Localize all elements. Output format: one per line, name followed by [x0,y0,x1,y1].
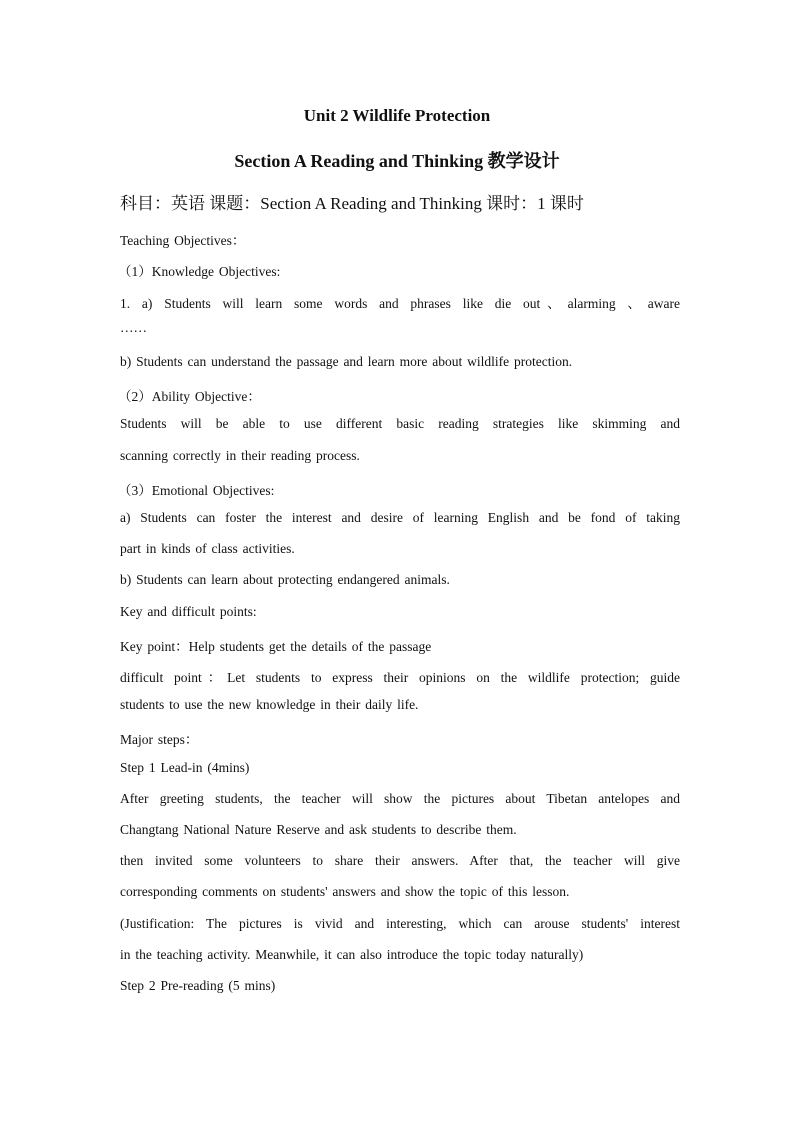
body-line: a) Students can foster the interest and desire of learning English and be fond of taking [120,510,680,525]
body-line: scanning correctly in their reading process. [120,448,360,463]
body-line: 1. a) Students will learn some words and phrases like die out、alarming 、aware [120,296,680,311]
ability-objective-heading: （2）Ability Objective： [118,389,261,404]
body-line: (Justification: The pictures is vivid and interesting, which can arouse students' interest [120,916,680,931]
body-line: difficult point：Let students to express their opinions on the wildlife protection; guide [120,670,680,685]
body-line: After greeting students, the teacher will show the pictures about Tibetan antelopes and [120,791,680,806]
step-heading: Step 2 Pre-reading (5 mins) [120,978,276,993]
lesson-meta: 科目：英语 课题：Section A Reading and Thinking 课时：1 课时 [120,194,584,213]
body-line: then invited some volunteers to share their answers. After that, the teacher will give [120,853,680,868]
body-line: Students will be able to use different basic reading strategies like skimming and [120,416,680,431]
body-line: Key point：Help students get the details of the passage [120,639,432,654]
body-line: in the teaching activity. Meanwhile, it can also introduce the topic today naturally) [120,947,584,962]
document-subtitle: Section A Reading and Thinking 教学设计 [234,151,560,171]
teaching-objectives-heading: Teaching Objectives： [120,233,246,248]
body-line: b) Students can learn about protecting endangered animals. [120,572,450,587]
step-heading: Step 1 Lead-in (4mins) [120,760,250,775]
body-line: corresponding comments on students' answers and show the topic of this lesson. [120,884,570,899]
body-line: Changtang National Nature Reserve and ask students to describe them. [120,822,517,837]
emotional-objectives-heading: （3）Emotional Objectives: [118,483,275,498]
body-line: part in kinds of class activities. [120,541,295,556]
body-line: …… [120,320,147,335]
key-points-heading: Key and difficult points: [120,604,257,619]
knowledge-objectives-heading: （1）Knowledge Objectives: [118,264,281,279]
body-line: b) Students can understand the passage and learn more about wildlife protection. [120,354,573,369]
document-title: Unit 2 Wildlife Protection [303,106,491,125]
major-steps-heading: Major steps： [120,732,199,747]
body-line: students to use the new knowledge in their daily life. [120,697,419,712]
